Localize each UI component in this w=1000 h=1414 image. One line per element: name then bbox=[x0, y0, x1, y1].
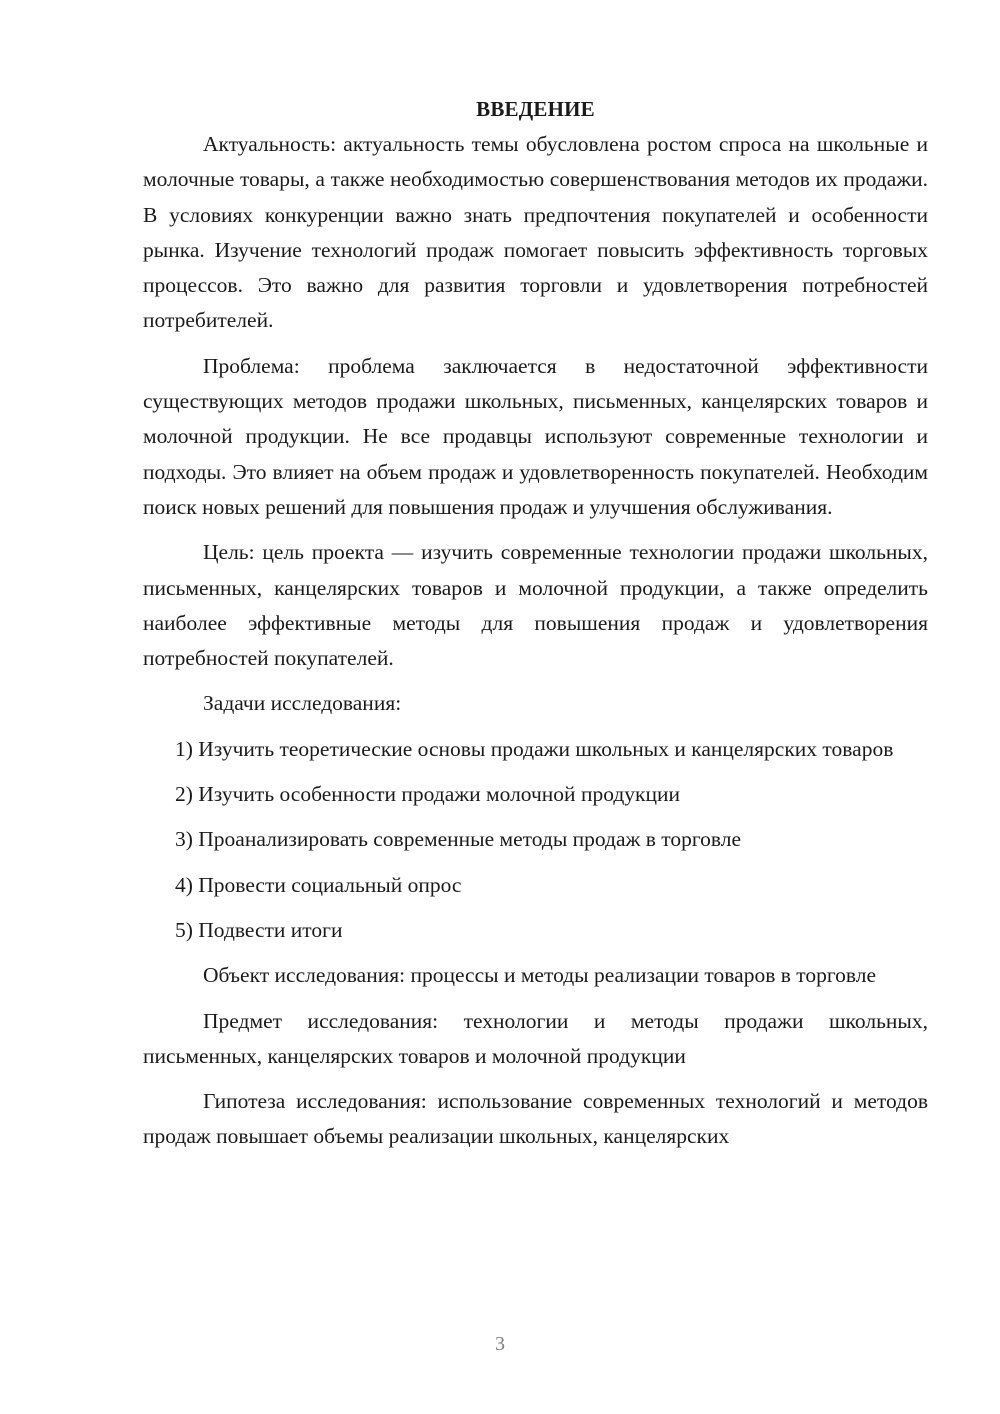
task-item-1: 1) Изучить теоретические основы продажи школьных и канцелярских товаров bbox=[175, 736, 894, 761]
paragraph-hypothesis: Гипотеза исследования: использование современных технологий и методов продаж повышает объемы реализации школьных, канцелярских bbox=[143, 1089, 928, 1149]
paragraph-tasks-heading: Задачи исследования: bbox=[203, 691, 402, 716]
paragraph-relevance: Актуальность: актуальность темы обусловлена ростом спроса на школьные и молочные товары, а также необходимостью совершенствования методов их продажи. В условиях конкуренции важно знать предпочтения покупателей и особенности рынка. Изучение технологий продаж помогает повысить эффективность торговых процессов. Это важно для развития торговли и удовлетворения потребностей потребителей. bbox=[143, 132, 928, 333]
task-item-4: 4) Провести социальный опрос bbox=[175, 872, 462, 897]
page-title: ВВЕДЕНИЕ bbox=[476, 97, 595, 121]
paragraph-object: Объект исследования: процессы и методы реализации товаров в торговле bbox=[203, 963, 877, 988]
page-number: 3 bbox=[495, 1333, 505, 1355]
paragraph-goal: Цель: цель проекта — изучить современные технологии продажи школьных, письменных, канцелярских товаров и молочной продукции, а также определить наиболее эффективные методы для повышения продаж и удовлетворения потребностей покупателей. bbox=[143, 540, 928, 671]
task-item-5: 5) Подвести итоги bbox=[175, 917, 343, 942]
task-item-3: 3) Проанализировать современные методы продаж в торговле bbox=[175, 827, 742, 852]
task-item-2: 2) Изучить особенности продажи молочной продукции bbox=[175, 782, 680, 807]
paragraph-subject: Предмет исследования: технологии и методы продажи школьных, письменных, канцелярских товаров и молочной продукции bbox=[143, 1008, 928, 1068]
document-page bbox=[143, 92, 928, 1165]
paragraph-problem: Проблема: проблема заключается в недостаточной эффективности существующих методов продажи школьных, письменных, канцелярских товаров и молочной продукции. Не все продавцы используют современные технологии и подходы. Это влияет на объем продаж и удовлетворенность покупателей. Необходим поиск новых решений для повышения продаж и улучшения обслуживания. bbox=[143, 353, 928, 519]
